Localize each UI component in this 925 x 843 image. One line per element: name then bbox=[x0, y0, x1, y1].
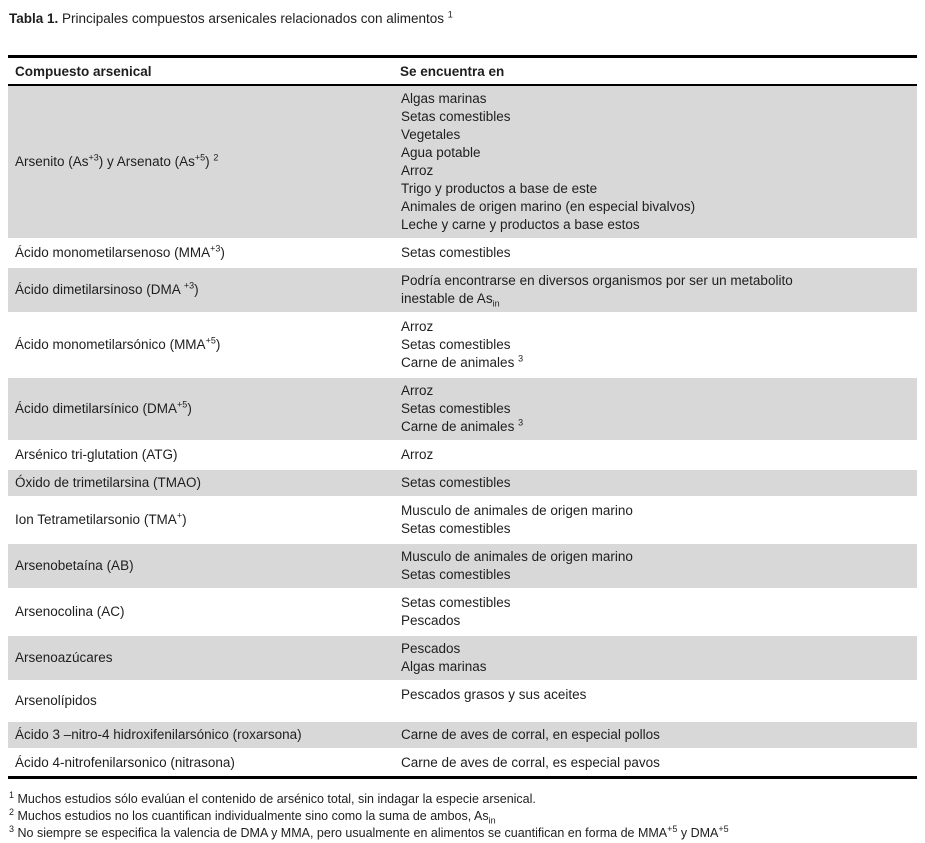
table-row bbox=[8, 377, 917, 441]
compound-cell: Ácido 4-nitrofenilarsonico (nitrasona) bbox=[15, 755, 235, 770]
found-in-cell: Podría encontrarse en diversos organismos por ser un metabolito inestable de $As_{in}$ bbox=[401, 273, 793, 309]
compound-cell: Arsenito $(As^{+3})$ y Arsenato $(As^{+5})$ $^2$ bbox=[15, 152, 219, 169]
found-in-cell: Musculo de animales de origen marino Setas comestibles bbox=[401, 503, 633, 536]
compound-cell: Arsenoazúcares bbox=[15, 650, 113, 665]
table-title-footnote-ref: 1 bbox=[447, 9, 453, 20]
compound-cell: Ácido monometilarsónico $(MMA^{+5})$ bbox=[15, 335, 221, 352]
table-row bbox=[8, 469, 917, 497]
table-body bbox=[8, 85, 917, 778]
header-found-in-column: Se encuentra en bbox=[400, 57, 917, 86]
footnote-2 bbox=[9, 808, 917, 825]
footnotes bbox=[9, 791, 917, 842]
compound-cell: Arsenolípidos bbox=[15, 693, 97, 708]
table-row bbox=[8, 721, 917, 749]
compound-cell: Ácido dimetilarsínico $(DMA^{+5})$ bbox=[15, 399, 192, 416]
table-row bbox=[8, 313, 917, 377]
header-compound-column: Compuesto arsenical bbox=[8, 57, 400, 86]
found-in-cell: Arroz Setas comestibles Carne de animales $^3$ bbox=[401, 383, 524, 434]
found-in-cell: Arroz bbox=[401, 447, 434, 462]
found-in-cell: Carne de aves de corral, en especial pollos bbox=[401, 727, 660, 742]
compound-cell: Ácido 3 –nitro-4 hidroxifenilarsónico (roxarsona) bbox=[15, 727, 302, 742]
compound-cell: Ácido monometilarsenoso $(MMA^{+3})$ bbox=[15, 243, 225, 260]
found-in-cell: Carne de aves de corral, es especial pavos bbox=[401, 755, 660, 770]
compound-cell: Óxido de trimetilarsina (TMAO) bbox=[15, 475, 202, 490]
table-title bbox=[9, 10, 917, 27]
table-title-label: Tabla 1. bbox=[9, 11, 59, 26]
table-row bbox=[8, 543, 917, 589]
footnote-1 bbox=[9, 791, 917, 808]
footnote-3 bbox=[9, 825, 917, 842]
table-row bbox=[8, 749, 917, 778]
table-row bbox=[8, 681, 917, 721]
table-row bbox=[8, 267, 917, 313]
table-row bbox=[8, 239, 917, 267]
table-header bbox=[8, 57, 917, 86]
compound-cell: Arsenocolina (AC) bbox=[15, 604, 125, 619]
table-row bbox=[8, 441, 917, 469]
table-row bbox=[8, 589, 917, 635]
table-title-text: Principales compuestos arsenicales relacionados con alimentos bbox=[62, 11, 444, 26]
found-in-cell: Setas comestibles bbox=[401, 245, 511, 260]
found-in-cell: Algas marinas Setas comestibles Vegetales Agua potable Arroz Trigo y productos a base de este Animales de origen marino (en especial bivalvos) Leche y carne y productos a base estos bbox=[401, 91, 696, 232]
header-row bbox=[8, 57, 917, 86]
compounds-table bbox=[8, 55, 917, 779]
found-in-cell: Musculo de animales de origen marino Setas comestibles bbox=[401, 549, 633, 582]
compound-cell: Arsenobetaína (AB) bbox=[15, 558, 134, 573]
table-row bbox=[8, 497, 917, 543]
footnote-2-ref: 2 bbox=[9, 806, 15, 817]
found-in-cell: Setas comestibles Pescados bbox=[401, 595, 511, 628]
compound-cell: Ácido dimetilarsinoso (DMA $^{+3}$) bbox=[15, 280, 199, 297]
table-row bbox=[8, 85, 917, 239]
compound-cell: Ion Tetrametilarsonio (TMA+) bbox=[15, 510, 187, 527]
footnote-3-text: No siempre se especifica la valencia de DMA y MMA, pero usualmente en alimentos se cuantifican en forma de $MMA^{+5}$ y $DMA^{+5}$ bbox=[17, 823, 729, 840]
footnote-1-ref: 1 bbox=[9, 789, 15, 800]
found-in-cell: Setas comestibles bbox=[401, 475, 511, 490]
footnote-1-text: Muchos estudios sólo evalúan el contenido de arsénico total, sin indagar la especie arsenical. bbox=[17, 792, 536, 806]
table-row bbox=[8, 635, 917, 681]
footnote-3-ref: 3 bbox=[9, 823, 15, 834]
footnote-2-text: Muchos estudios no los cuantifican individualmente sino como la suma de ambos, $As_{in}$ bbox=[17, 809, 496, 826]
found-in-cell: Pescados Algas marinas bbox=[401, 641, 487, 674]
found-in-cell: Pescados grasos y sus aceites bbox=[401, 687, 587, 702]
found-in-cell: Arroz Setas comestibles Carne de animales $^3$ bbox=[401, 319, 524, 370]
compound-cell: Arsénico tri-glutation (ATG) bbox=[15, 447, 178, 462]
